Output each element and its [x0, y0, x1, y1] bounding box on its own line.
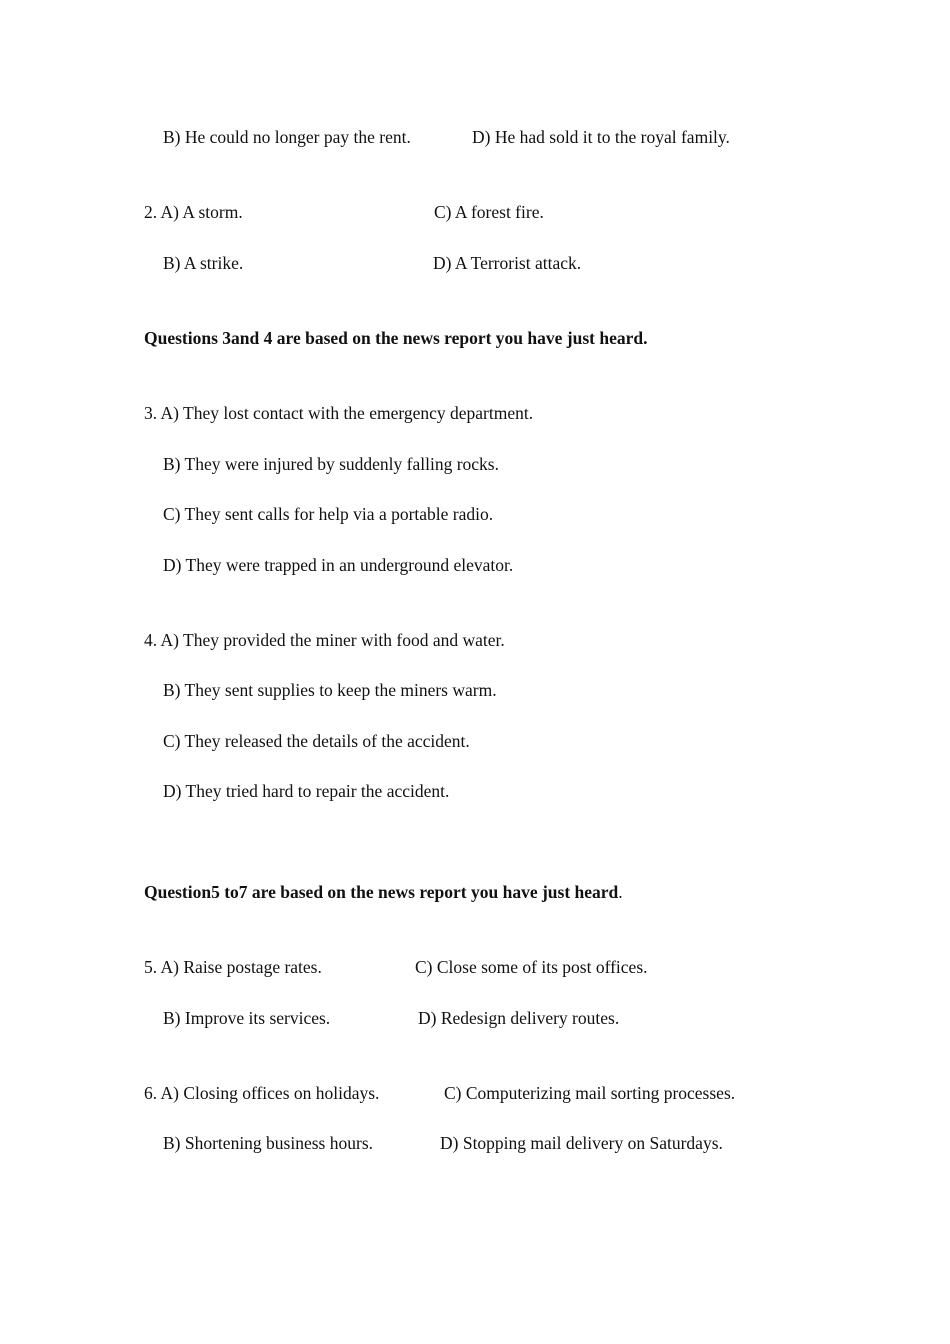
q3-option-a: 3. A) They lost contact with the emergency department. [144, 403, 534, 423]
q2-option-a: 2. A) A storm. [144, 202, 243, 222]
q5-option-d: D) Redesign delivery routes. [418, 1008, 620, 1028]
q4-option-d: D) They tried hard to repair the accident. [163, 781, 450, 801]
section-heading-5-7-period: . [618, 882, 623, 902]
q4-option-a: 4. A) They provided the miner with food and water. [144, 630, 505, 650]
q1-option-d: D) He had sold it to the royal family. [472, 127, 730, 147]
section-heading-5-7-text: Question5 to7 are based on the news report you have just heard [144, 882, 619, 902]
q4-option-b: B) They sent supplies to keep the miners warm. [163, 680, 497, 700]
q5-option-b: B) Improve its services. [163, 1008, 331, 1028]
q2-option-d: D) A Terrorist attack. [433, 253, 582, 273]
q5-option-a: 5. A) Raise postage rates. [144, 957, 322, 977]
q6-option-c: C) Computerizing mail sorting processes. [444, 1083, 736, 1103]
q6-option-a: 6. A) Closing offices on holidays. [144, 1083, 380, 1103]
q1-option-b: B) He could no longer pay the rent. [163, 127, 411, 147]
q2-option-c: C) A forest fire. [434, 202, 544, 222]
section-heading-5-7 [144, 881, 623, 903]
q6-option-d: D) Stopping mail delivery on Saturdays. [440, 1133, 723, 1153]
q3-option-d: D) They were trapped in an underground elevator. [163, 555, 514, 575]
q4-option-c: C) They released the details of the accident. [163, 731, 470, 751]
q6-option-b: B) Shortening business hours. [163, 1133, 373, 1153]
section-heading-3-4: Questions 3and 4 are based on the news report you have just heard. [144, 328, 648, 348]
q3-option-c: C) They sent calls for help via a portable radio. [163, 504, 494, 524]
q2-option-b: B) A strike. [163, 253, 244, 273]
q3-option-b: B) They were injured by suddenly falling rocks. [163, 454, 499, 474]
q5-option-c: C) Close some of its post offices. [415, 957, 648, 977]
